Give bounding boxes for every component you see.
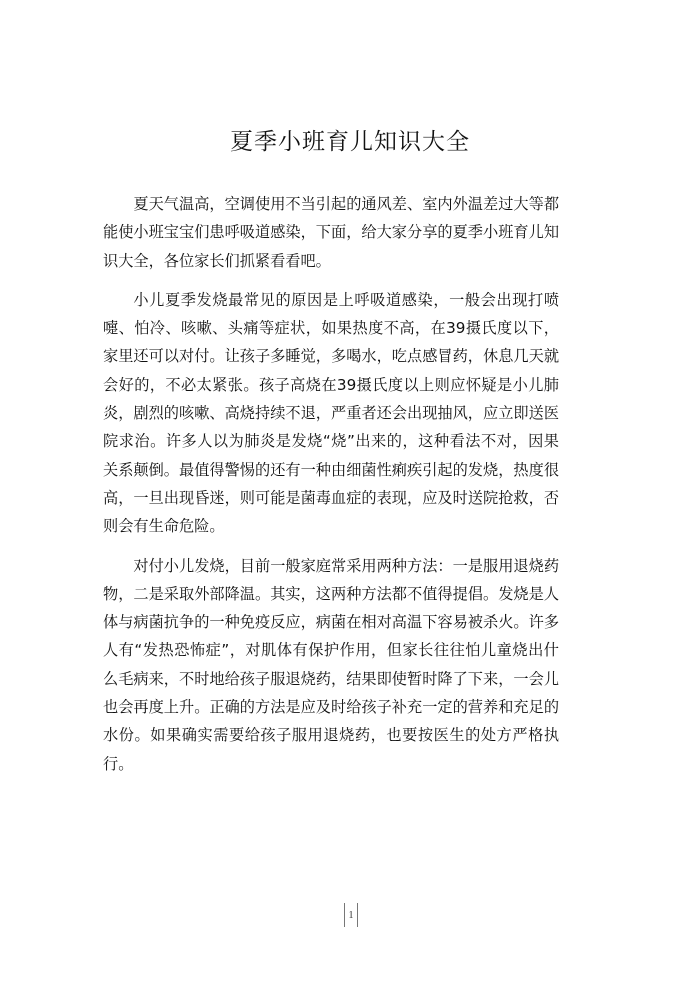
document-title: 夏季小班育儿知识大全 [230, 129, 470, 156]
paragraph-fever-causes: 小儿夏季发烧最常见的原因是上呼吸道感染，一般会出现打喷嚏、怕冷、咳嗽、头痛等症状，如果热度不高，在39摄氏度以下，家里还可以对付。让孩子多睡觉，多喝水，吃点感冒药，休息几天就会好的，不必太紧张。孩子高烧在39摄氏度以上则应怀疑是小儿肺炎，剧烈的咳嗽、高烧持续不退，严重者还会出现抽风，应立即送医院求治。许多人以为肺炎是发烧“烧”出来的，这种看法不对，因果关系颠倒。最值得警惕的还有一种由细菌性痢疾引起的发烧，热度很高，一旦出现昏迷，则可能是菌毒血症的表现，应及时送院抢救，否则会有生命危险。 [103, 290, 559, 536]
paragraph-fever-treatment: 对付小儿发烧，目前一般家庭常采用两种方法：一是服用退烧药物，二是采取外部降温。其实，这两种方法都不值得提倡。发烧是人体与病菌抗争的一种免疫反应，病菌在相对高温下容易被杀火。许多人有“发热恐怖症”，对肌体有保护作用，但家长往往怕儿童烧出什么毛病来，不时地给孩子服退烧药，结果即使暂时降了下来，一会儿也会再度上升。正确的方法是应及时给孩子补充一定的营养和充足的水份。如果确实需要给孩子服用退烧药，也要按医生的处方严格执行。 [103, 556, 559, 773]
paragraph-intro: 夏天气温高，空调使用不当引起的通风差、室内外温差过大等都能使小班宝宝们患呼吸道感染，下面，给大家分享的夏季小班育儿知识大全，各位家长们抓紧看看吧。 [103, 195, 559, 270]
page-number: 1 [344, 903, 358, 927]
document-body [103, 190, 559, 789]
